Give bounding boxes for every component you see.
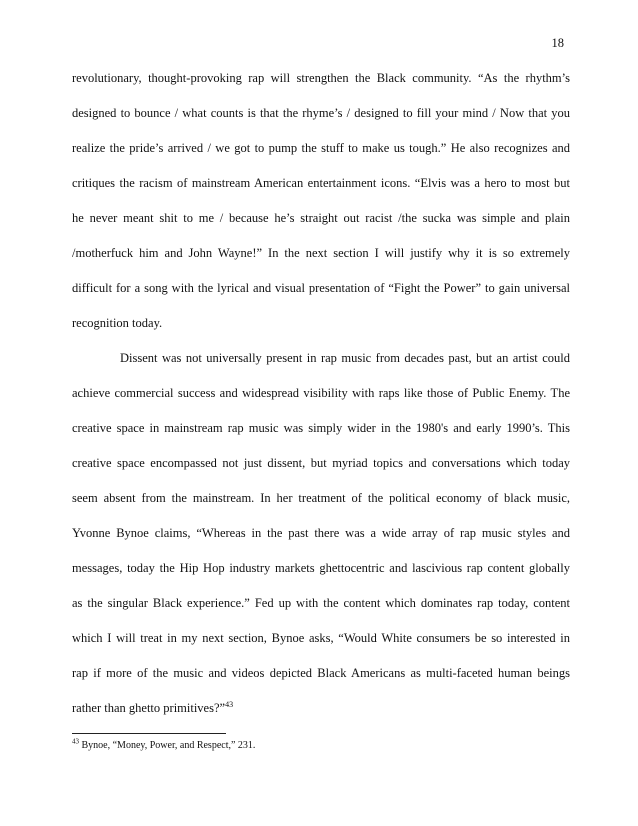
body-line: difficult for a song with the lyrical and visual presentation of “Fight the Power” to gain universal [72, 281, 570, 295]
footnote-number: 43 [72, 737, 79, 746]
body-line: which I will treat in my next section, Bynoe asks, “Would White consumers be so interested in [72, 631, 570, 645]
body-line: creative space encompassed not just dissent, but myriad topics and conversations which today [72, 456, 570, 470]
body-line: /motherfuck him and John Wayne!” In the next section I will justify why it is so extremely [72, 246, 570, 260]
body-line: rap if more of the music and videos depicted Black Americans as multi-faceted human beings [72, 666, 570, 680]
footnote-reference: 43 [225, 699, 234, 709]
body-line: creative space in mainstream rap music was simply wider in the 1980's and early 1990’s. This [72, 421, 570, 435]
body-line: Yvonne Bynoe claims, “Whereas in the past there was a wide array of rap music styles and [72, 526, 570, 540]
body-line-last [72, 699, 570, 734]
body-line-last-text: rather than ghetto primitives?” [72, 701, 226, 715]
footnote [72, 737, 256, 751]
footnote-text: Bynoe, “Money, Power, and Respect,” 231. [81, 740, 256, 751]
body-line: revolutionary, thought-provoking rap will strengthen the Black community. “As the rhythm’s [72, 71, 570, 85]
body-line: Dissent was not universally present in rap music from decades past, but an artist could [120, 351, 570, 365]
body-line: recognition today. [72, 316, 163, 330]
body-line: critiques the racism of mainstream American entertainment icons. “Elvis was a hero to most but [72, 176, 570, 190]
body-line: achieve commercial success and widespread visibility with raps like those of Public Enemy. The [72, 386, 570, 400]
footnote-separator [72, 733, 226, 734]
body-line: designed to bounce / what counts is that the rhyme’s / designed to fill your mind / Now that you [72, 106, 570, 120]
page-number: 18 [551, 36, 564, 50]
body-line: he never meant shit to me / because he’s straight out racist /the sucka was simple and plain [72, 211, 570, 225]
body-line: as the singular Black experience.” Fed up with the content which dominates rap today, content [72, 596, 570, 610]
body-line: seem absent from the mainstream. In her treatment of the political economy of black music, [72, 491, 570, 505]
body-line: messages, today the Hip Hop industry markets ghettocentric and lascivious rap content globally [72, 561, 570, 575]
body-line: realize the pride’s arrived / we got to pump the stuff to make us tough.” He also recognizes and [72, 141, 570, 155]
body-text [72, 69, 570, 734]
